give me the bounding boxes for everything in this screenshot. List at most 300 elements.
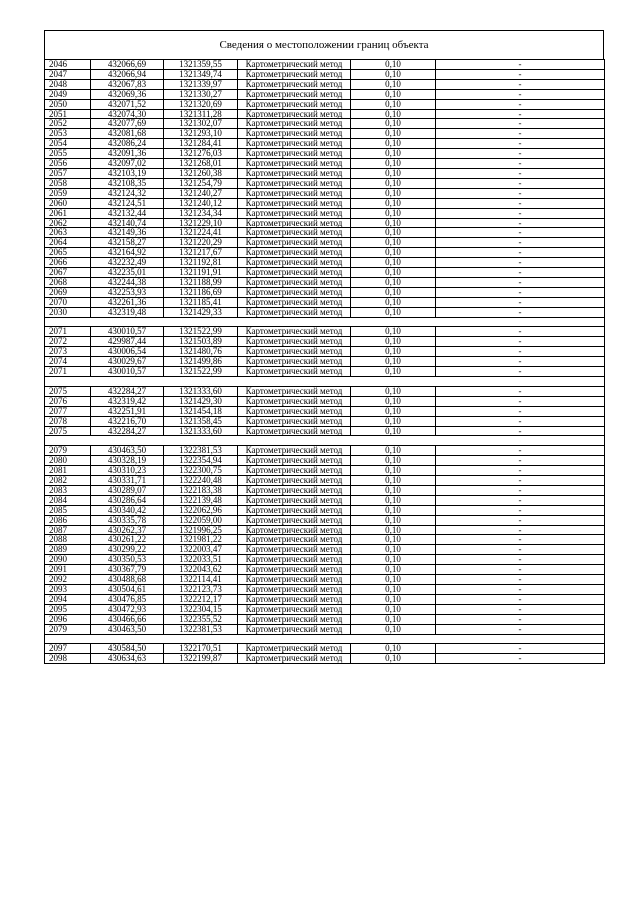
method-cell: Картометрический метод [238,238,351,248]
note-cell: - [436,277,605,287]
method-cell: Картометрический метод [238,129,351,139]
table-row [45,644,605,654]
method-cell: Картометрический метод [238,624,351,634]
note-cell: - [436,604,605,614]
y-coordinate-cell: 1321224,41 [164,228,238,238]
x-coordinate-cell: 430006,54 [91,347,164,357]
group-separator [45,376,605,386]
y-coordinate-cell: 1322381,53 [164,624,238,634]
accuracy-cell: 0,10 [351,277,436,287]
x-coordinate-cell: 430328,19 [91,456,164,466]
accuracy-cell: 0,10 [351,406,436,416]
y-coordinate-cell: 1322062,96 [164,505,238,515]
x-coordinate-cell: 432066,94 [91,69,164,79]
accuracy-cell: 0,10 [351,386,436,396]
accuracy-cell: 0,10 [351,228,436,238]
accuracy-cell: 0,10 [351,555,436,565]
table-row [45,297,605,307]
x-coordinate-cell: 432074,30 [91,109,164,119]
x-coordinate-cell: 432319,42 [91,396,164,406]
accuracy-cell: 0,10 [351,545,436,555]
y-coordinate-cell: 1321981,22 [164,535,238,545]
accuracy-cell: 0,10 [351,485,436,495]
point-number-cell: 2053 [45,129,91,139]
method-cell: Картометрический метод [238,248,351,258]
x-coordinate-cell: 430010,57 [91,367,164,377]
accuracy-cell: 0,10 [351,396,436,406]
point-number-cell: 2094 [45,594,91,604]
y-coordinate-cell: 1322354,94 [164,456,238,466]
method-cell: Картометрический метод [238,456,351,466]
note-cell: - [436,624,605,634]
table-row [45,99,605,109]
point-number-cell: 2095 [45,604,91,614]
note-cell: - [436,268,605,278]
note-cell: - [436,287,605,297]
accuracy-cell: 0,10 [351,525,436,535]
x-coordinate-cell: 432261,36 [91,297,164,307]
y-coordinate-cell: 1322300,75 [164,466,238,476]
table-row [45,654,605,664]
method-cell: Картометрический метод [238,525,351,535]
note-cell: - [436,476,605,486]
x-coordinate-cell: 432235,01 [91,268,164,278]
accuracy-cell: 0,10 [351,119,436,129]
method-cell: Картометрический метод [238,218,351,228]
note-cell: - [436,248,605,258]
accuracy-cell: 0,10 [351,198,436,208]
method-cell: Картометрический метод [238,109,351,119]
table-row [45,277,605,287]
x-coordinate-cell: 430299,22 [91,545,164,555]
table-row [45,456,605,466]
accuracy-cell: 0,10 [351,505,436,515]
note-cell: - [436,99,605,109]
table-row [45,357,605,367]
accuracy-cell: 0,10 [351,297,436,307]
x-coordinate-cell: 432071,52 [91,99,164,109]
method-cell: Картометрический метод [238,644,351,654]
point-number-cell: 2086 [45,515,91,525]
point-number-cell: 2066 [45,258,91,268]
accuracy-cell: 0,10 [351,89,436,99]
point-number-cell: 2092 [45,575,91,585]
table-row [45,426,605,436]
accuracy-cell: 0,10 [351,535,436,545]
point-number-cell: 2073 [45,347,91,357]
method-cell: Картометрический метод [238,505,351,515]
y-coordinate-cell: 1322240,48 [164,476,238,486]
accuracy-cell: 0,10 [351,327,436,337]
point-number-cell: 2074 [45,357,91,367]
method-cell: Картометрический метод [238,386,351,396]
x-coordinate-cell: 432251,91 [91,406,164,416]
x-coordinate-cell: 432284,27 [91,426,164,436]
method-cell: Картометрический метод [238,594,351,604]
point-number-cell: 2056 [45,159,91,169]
point-number-cell: 2072 [45,337,91,347]
point-number-cell: 2079 [45,446,91,456]
table-row [45,188,605,198]
y-coordinate-cell: 1321429,33 [164,307,238,317]
point-number-cell: 2078 [45,416,91,426]
method-cell: Картометрический метод [238,515,351,525]
note-cell: - [436,386,605,396]
note-cell: - [436,79,605,89]
method-cell: Картометрический метод [238,476,351,486]
x-coordinate-cell: 430289,07 [91,485,164,495]
x-coordinate-cell: 430350,53 [91,555,164,565]
x-coordinate-cell: 430029,67 [91,357,164,367]
note-cell: - [436,644,605,654]
point-number-cell: 2098 [45,654,91,664]
method-cell: Картометрический метод [238,149,351,159]
accuracy-cell: 0,10 [351,307,436,317]
point-number-cell: 2079 [45,624,91,634]
x-coordinate-cell: 432124,32 [91,188,164,198]
method-cell: Картометрический метод [238,396,351,406]
accuracy-cell: 0,10 [351,139,436,149]
table-row [45,248,605,258]
group-separator [45,317,605,327]
accuracy-cell: 0,10 [351,466,436,476]
x-coordinate-cell: 430335,78 [91,515,164,525]
table-row [45,218,605,228]
method-cell: Картометрический метод [238,337,351,347]
note-cell: - [436,188,605,198]
method-cell: Картометрический метод [238,446,351,456]
table-row [45,485,605,495]
x-coordinate-cell: 430286,64 [91,495,164,505]
accuracy-cell: 0,10 [351,69,436,79]
accuracy-cell: 0,10 [351,476,436,486]
method-cell: Картометрический метод [238,367,351,377]
method-cell: Картометрический метод [238,357,351,367]
point-number-cell: 2060 [45,198,91,208]
table-row [45,238,605,248]
note-cell: - [436,505,605,515]
table-row [45,614,605,624]
table-row [45,178,605,188]
table-row [45,505,605,515]
point-number-cell: 2055 [45,149,91,159]
method-cell: Картометрический метод [238,297,351,307]
method-cell: Картометрический метод [238,208,351,218]
y-coordinate-cell: 1321260,38 [164,168,238,178]
point-number-cell: 2059 [45,188,91,198]
accuracy-cell: 0,10 [351,495,436,505]
x-coordinate-cell: 430340,42 [91,505,164,515]
x-coordinate-cell: 432077,69 [91,119,164,129]
point-number-cell: 2064 [45,238,91,248]
x-coordinate-cell: 432149,36 [91,228,164,238]
y-coordinate-cell: 1321503,89 [164,337,238,347]
group-separator [45,436,605,446]
point-number-cell: 2068 [45,277,91,287]
accuracy-cell: 0,10 [351,188,436,198]
x-coordinate-cell: 432164,92 [91,248,164,258]
y-coordinate-cell: 1322114,41 [164,575,238,585]
table-row [45,258,605,268]
x-coordinate-cell: 432216,70 [91,416,164,426]
method-cell: Картометрический метод [238,327,351,337]
table-row [45,624,605,634]
x-coordinate-cell: 432067,83 [91,79,164,89]
accuracy-cell: 0,10 [351,248,436,258]
accuracy-cell: 0,10 [351,159,436,169]
method-cell: Картометрический метод [238,654,351,664]
method-cell: Картометрический метод [238,575,351,585]
y-coordinate-cell: 1322043,62 [164,565,238,575]
y-coordinate-cell: 1321217,67 [164,248,238,258]
table-row [45,307,605,317]
x-coordinate-cell: 432066,69 [91,60,164,70]
table-row [45,545,605,555]
point-number-cell: 2052 [45,119,91,129]
y-coordinate-cell: 1322003,47 [164,545,238,555]
point-number-cell: 2050 [45,99,91,109]
note-cell: - [436,446,605,456]
note-cell: - [436,60,605,70]
x-coordinate-cell: 430463,50 [91,446,164,456]
accuracy-cell: 0,10 [351,357,436,367]
note-cell: - [436,367,605,377]
document-title: Сведения о местоположении границ объекта [44,30,604,59]
y-coordinate-cell: 1322183,38 [164,485,238,495]
method-cell: Картометрический метод [238,565,351,575]
note-cell: - [436,515,605,525]
accuracy-cell: 0,10 [351,168,436,178]
point-number-cell: 2089 [45,545,91,555]
y-coordinate-cell: 1321522,99 [164,327,238,337]
point-number-cell: 2083 [45,485,91,495]
table-row [45,268,605,278]
table-row [45,565,605,575]
method-cell: Картометрический метод [238,188,351,198]
x-coordinate-cell: 432081,68 [91,129,164,139]
y-coordinate-cell: 1321358,45 [164,416,238,426]
group-separator [45,634,605,644]
method-cell: Картометрический метод [238,277,351,287]
y-coordinate-cell: 1321254,79 [164,178,238,188]
note-cell: - [436,337,605,347]
y-coordinate-cell: 1321229,10 [164,218,238,228]
accuracy-cell: 0,10 [351,60,436,70]
point-number-cell: 2054 [45,139,91,149]
y-coordinate-cell: 1322059,00 [164,515,238,525]
y-coordinate-cell: 1322212,17 [164,594,238,604]
method-cell: Картометрический метод [238,60,351,70]
point-number-cell: 2046 [45,60,91,70]
accuracy-cell: 0,10 [351,337,436,347]
point-number-cell: 2091 [45,565,91,575]
y-coordinate-cell: 1321333,60 [164,386,238,396]
table-row [45,139,605,149]
y-coordinate-cell: 1321234,34 [164,208,238,218]
method-cell: Картометрический метод [238,535,351,545]
x-coordinate-cell: 432140,74 [91,218,164,228]
accuracy-cell: 0,10 [351,515,436,525]
accuracy-cell: 0,10 [351,178,436,188]
point-number-cell: 2051 [45,109,91,119]
accuracy-cell: 0,10 [351,594,436,604]
point-number-cell: 2081 [45,466,91,476]
x-coordinate-cell: 432097,02 [91,159,164,169]
note-cell: - [436,109,605,119]
y-coordinate-cell: 1321192,81 [164,258,238,268]
x-coordinate-cell: 432108,35 [91,178,164,188]
accuracy-cell: 0,10 [351,218,436,228]
x-coordinate-cell: 432132,44 [91,208,164,218]
accuracy-cell: 0,10 [351,614,436,624]
y-coordinate-cell: 1322199,87 [164,654,238,664]
table-row [45,495,605,505]
accuracy-cell: 0,10 [351,109,436,119]
y-coordinate-cell: 1321429,30 [164,396,238,406]
accuracy-cell: 0,10 [351,238,436,248]
point-number-cell: 2069 [45,287,91,297]
note-cell: - [436,654,605,664]
point-number-cell: 2030 [45,307,91,317]
x-coordinate-cell: 430331,71 [91,476,164,486]
y-coordinate-cell: 1321499,86 [164,357,238,367]
point-number-cell: 2062 [45,218,91,228]
table-row [45,149,605,159]
x-coordinate-cell: 430634,63 [91,654,164,664]
method-cell: Картометрический метод [238,466,351,476]
accuracy-cell: 0,10 [351,565,436,575]
table-row [45,406,605,416]
note-cell: - [436,396,605,406]
point-number-cell: 2071 [45,327,91,337]
note-cell: - [436,485,605,495]
point-number-cell: 2085 [45,505,91,515]
note-cell: - [436,565,605,575]
method-cell: Картометрический метод [238,198,351,208]
method-cell: Картометрический метод [238,258,351,268]
x-coordinate-cell: 430310,23 [91,466,164,476]
y-coordinate-cell: 1321480,76 [164,347,238,357]
table-row [45,386,605,396]
accuracy-cell: 0,10 [351,367,436,377]
point-number-cell: 2080 [45,456,91,466]
accuracy-cell: 0,10 [351,584,436,594]
y-coordinate-cell: 1321191,91 [164,268,238,278]
accuracy-cell: 0,10 [351,149,436,159]
table-row [45,584,605,594]
point-number-cell: 2082 [45,476,91,486]
point-number-cell: 2061 [45,208,91,218]
y-coordinate-cell: 1321185,41 [164,297,238,307]
note-cell: - [436,69,605,79]
point-number-cell: 2049 [45,89,91,99]
point-number-cell: 2071 [45,367,91,377]
y-coordinate-cell: 1322170,51 [164,644,238,654]
point-number-cell: 2077 [45,406,91,416]
table-row [45,119,605,129]
note-cell: - [436,575,605,585]
x-coordinate-cell: 432086,24 [91,139,164,149]
method-cell: Картометрический метод [238,139,351,149]
x-coordinate-cell: 430476,85 [91,594,164,604]
point-number-cell: 2096 [45,614,91,624]
table-row [45,89,605,99]
table-row [45,525,605,535]
method-cell: Картометрический метод [238,268,351,278]
method-cell: Картометрический метод [238,168,351,178]
note-cell: - [436,327,605,337]
note-cell: - [436,525,605,535]
accuracy-cell: 0,10 [351,268,436,278]
point-number-cell: 2087 [45,525,91,535]
boundary-document [44,30,604,664]
note-cell: - [436,584,605,594]
x-coordinate-cell: 430488,68 [91,575,164,585]
point-number-cell: 2048 [45,79,91,89]
y-coordinate-cell: 1321284,41 [164,139,238,149]
note-cell: - [436,307,605,317]
note-cell: - [436,614,605,624]
table-row [45,416,605,426]
point-number-cell: 2067 [45,268,91,278]
table-row [45,347,605,357]
method-cell: Картометрический метод [238,159,351,169]
note-cell: - [436,594,605,604]
note-cell: - [436,357,605,367]
accuracy-cell: 0,10 [351,416,436,426]
note-cell: - [436,416,605,426]
table-row [45,594,605,604]
table-row [45,208,605,218]
note-cell: - [436,545,605,555]
accuracy-cell: 0,10 [351,129,436,139]
y-coordinate-cell: 1321302,07 [164,119,238,129]
method-cell: Картометрический метод [238,545,351,555]
table-row [45,466,605,476]
y-coordinate-cell: 1321996,25 [164,525,238,535]
point-number-cell: 2090 [45,555,91,565]
accuracy-cell: 0,10 [351,575,436,585]
point-number-cell: 2076 [45,396,91,406]
x-coordinate-cell: 432232,49 [91,258,164,268]
x-coordinate-cell: 430367,79 [91,565,164,575]
method-cell: Картометрический метод [238,416,351,426]
x-coordinate-cell: 432158,27 [91,238,164,248]
table-row [45,446,605,456]
x-coordinate-cell: 432091,36 [91,149,164,159]
accuracy-cell: 0,10 [351,604,436,614]
y-coordinate-cell: 1321293,10 [164,129,238,139]
method-cell: Картометрический метод [238,79,351,89]
note-cell: - [436,208,605,218]
method-cell: Картометрический метод [238,99,351,109]
y-coordinate-cell: 1321454,18 [164,406,238,416]
table-row [45,515,605,525]
note-cell: - [436,238,605,248]
table-row [45,327,605,337]
method-cell: Картометрический метод [238,406,351,416]
table-row [45,396,605,406]
y-coordinate-cell: 1321320,69 [164,99,238,109]
x-coordinate-cell: 430472,93 [91,604,164,614]
y-coordinate-cell: 1321522,99 [164,367,238,377]
method-cell: Картометрический метод [238,495,351,505]
note-cell: - [436,347,605,357]
note-cell: - [436,258,605,268]
accuracy-cell: 0,10 [351,446,436,456]
y-coordinate-cell: 1321220,29 [164,238,238,248]
note-cell: - [436,218,605,228]
